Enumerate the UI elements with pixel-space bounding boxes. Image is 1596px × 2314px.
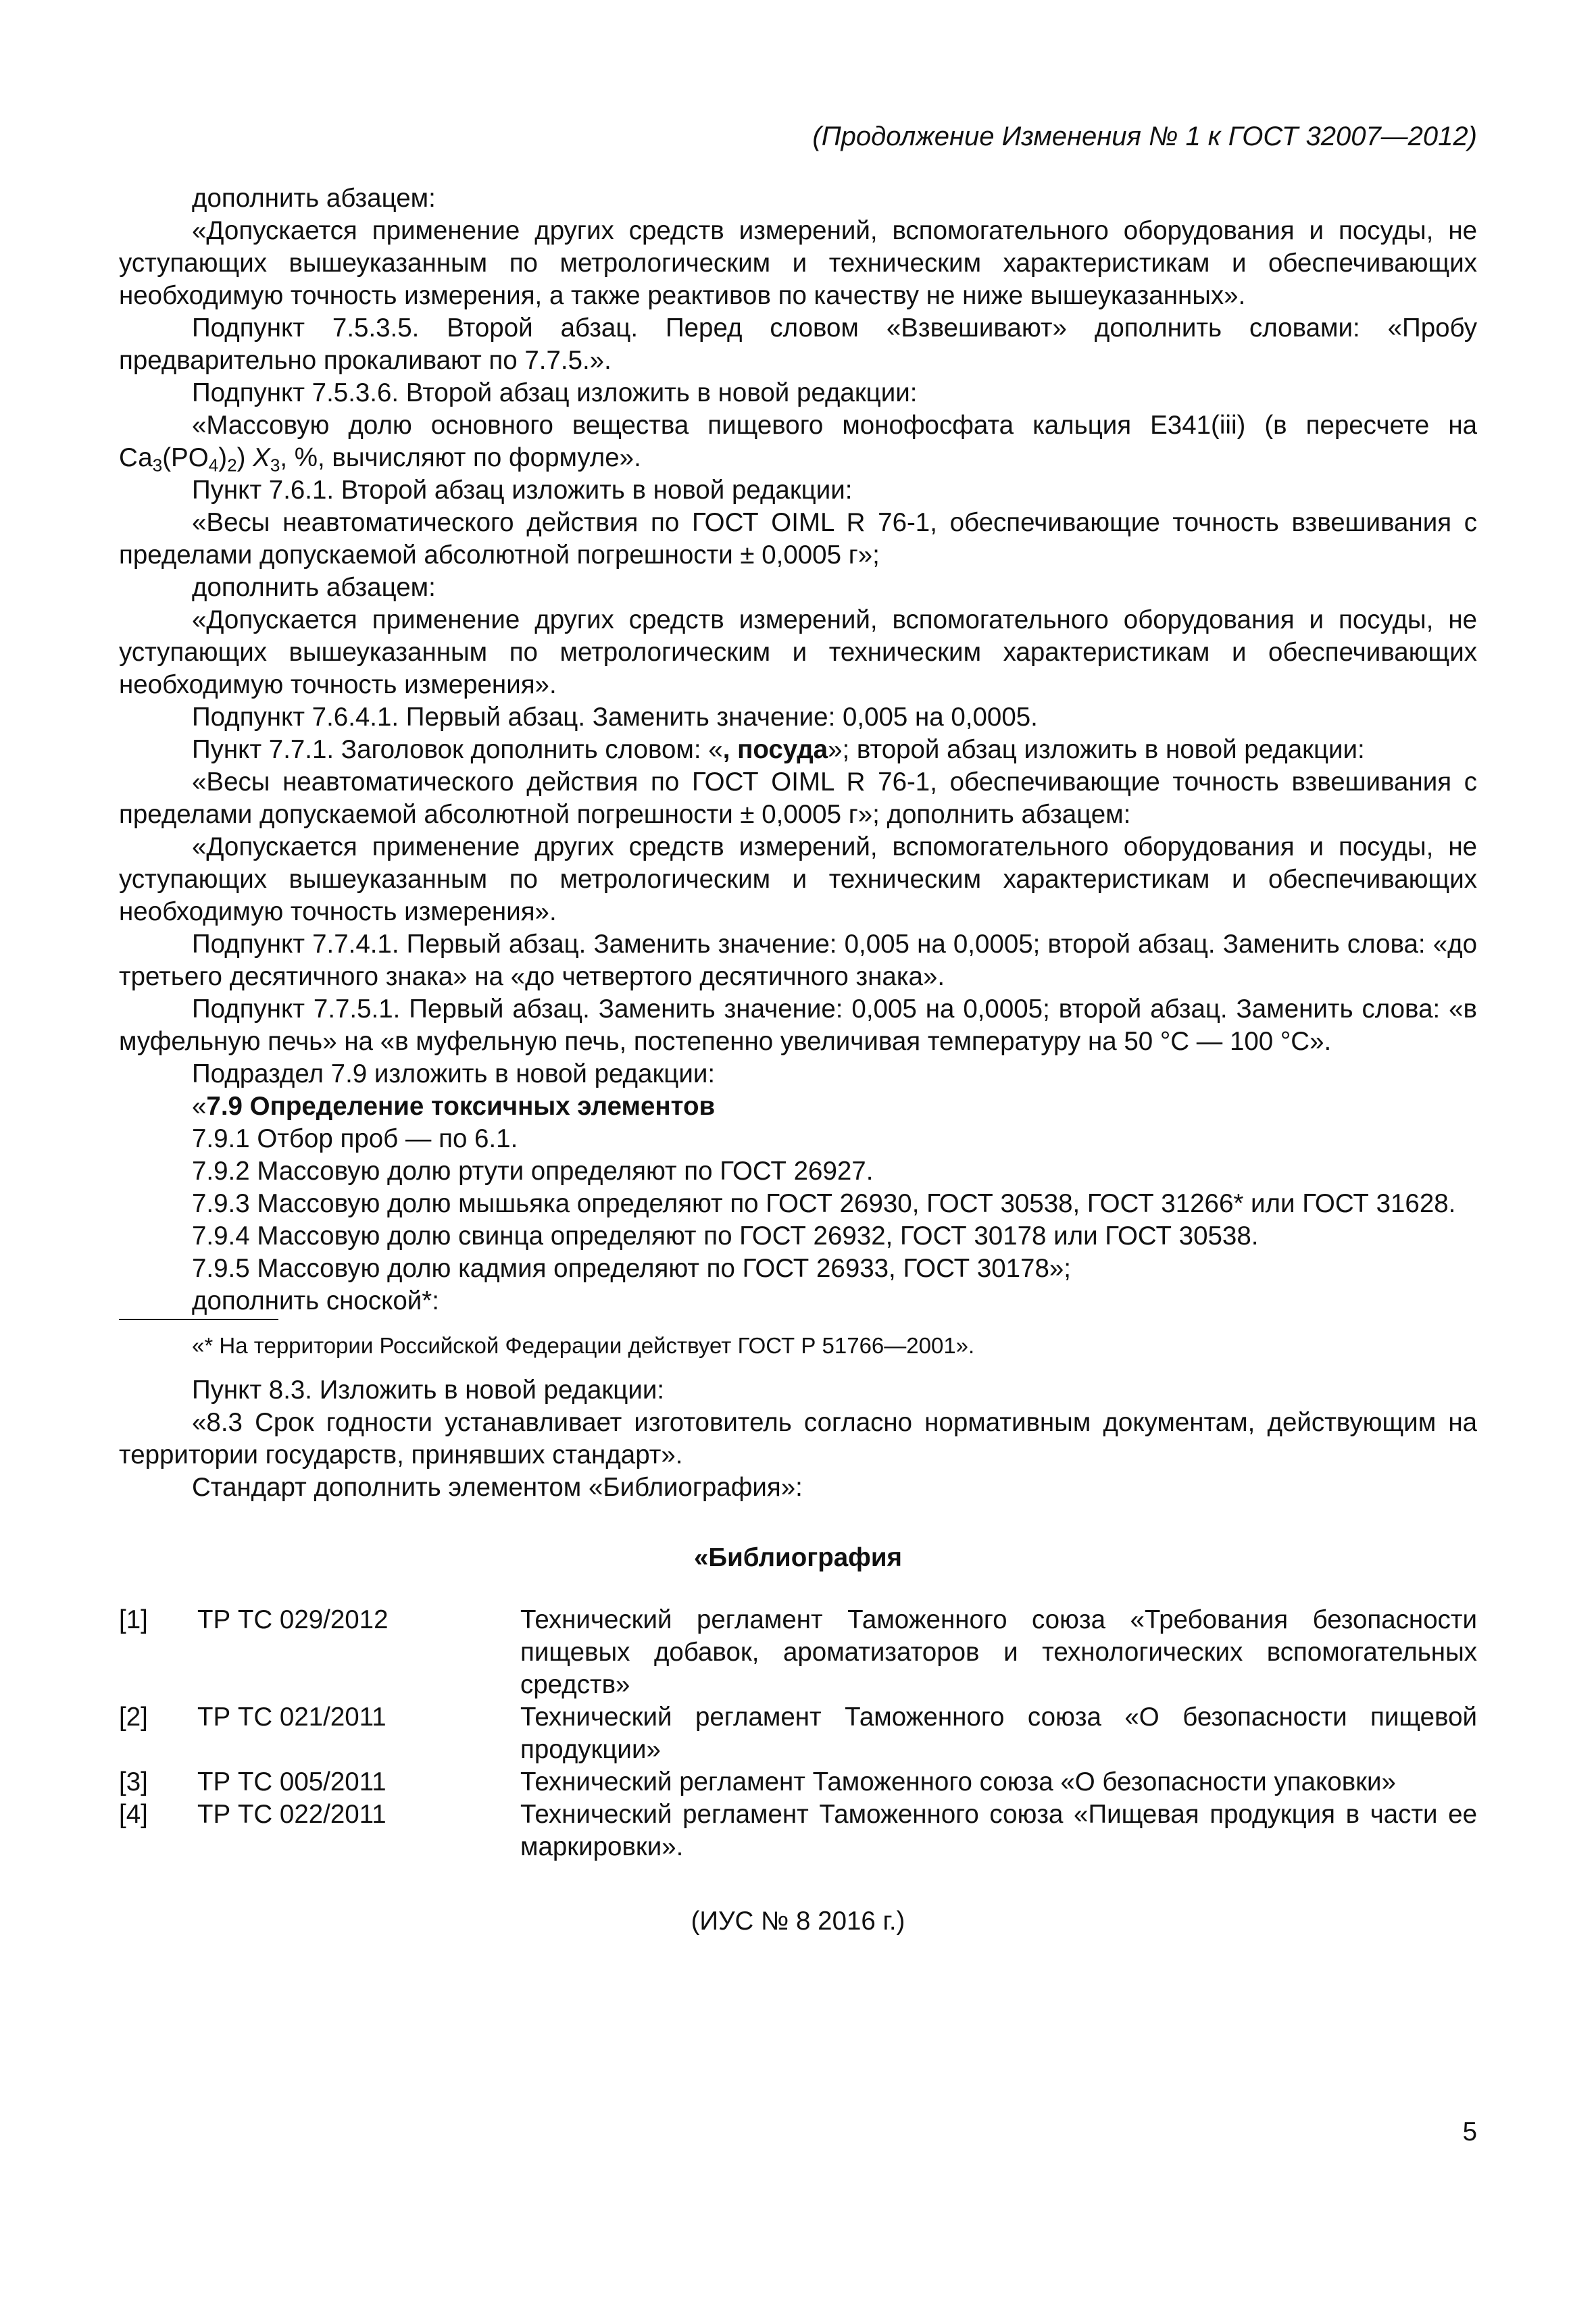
subscript: 4 (208, 455, 219, 476)
ius-reference: (ИУС № 8 2016 г.) (691, 1907, 905, 1936)
paragraph: Подпункт 7.7.4.1. Первый абзац. Заменить значение: 0,005 на 0,0005; второй абзац. Заменить слова: «до третьего десятичного знака» на «до четвертого десятичного знака». (119, 930, 1477, 991)
text-run: »; второй абзац изложить в новой редакции: (828, 735, 1365, 764)
bibliography-description: Технический регламент Таможенного союза «О безопасности упаковки» (520, 1767, 1396, 1796)
paragraph: 7.9.3 Массовую долю мышьяка определяют по ГОСТ 26930, ГОСТ 30538, ГОСТ 31266* или ГОСТ 31628. (192, 1189, 1456, 1218)
bibliography-item (119, 1701, 1477, 1766)
paragraph: 7.9.1 Отбор проб — по 6.1. (192, 1124, 518, 1153)
paragraph: Пункт 8.3. Изложить в новой редакции: (192, 1376, 665, 1405)
paragraph: Подпункт 7.7.5.1. Первый абзац. Заменить значение: 0,005 на 0,0005; второй абзац. Заменить слова: «в муфельную печь» на «в муфельную печь, постепенно увеличивая температуру на 50 °С — 100 °С». (119, 995, 1477, 1056)
bold-text: , посуда (722, 735, 828, 764)
bibliography-code: ТР ТС 022/2011 (197, 1800, 386, 1829)
paragraph: Стандарт дополнить элементом «Библиография»: (192, 1473, 803, 1502)
bibliography-description: Технический регламент Таможенного союза «Требования безопасности пищевых добавок, ароматизаторов и технологических вспомогательных средств» (520, 1605, 1477, 1699)
bibliography-item (119, 1766, 1477, 1799)
bibliography-number: [3] (119, 1767, 148, 1796)
bibliography-code: ТР ТС 021/2011 (197, 1703, 386, 1732)
text-run: ) (218, 443, 228, 472)
paragraph: «Допускается применение других средств измерений, вспомогательного оборудования и посуды, не уступающих вышеуказанным по метрологическим и техническим характеристикам и обеспечивающих необходимую точность измерения». (119, 605, 1477, 699)
paragraph: «Допускается применение других средств измерений, вспомогательного оборудования и посуды, не уступающих вышеуказанным по метрологическим и техническим характеристикам и обеспечивающих необходимую точность измерения, а также реактивов по качеству не ниже вышеуказанных». (119, 216, 1477, 310)
paragraph-formula-text (119, 409, 1477, 474)
bibliography-code: ТР ТС 029/2012 (197, 1605, 389, 1634)
paragraph: «Весы неавтоматического действия по ГОСТ OIML R 76-1, обеспечивающие точность взвешивания с пределами допускаемой абсолютной погрешности ± 0,0005 г»; (119, 508, 1477, 570)
paragraph: «8.3 Срок годности устанавливает изготовитель согласно нормативным документам, действующим на территории государств, принявших стандарт». (119, 1408, 1477, 1469)
text-run: (PO (162, 443, 209, 472)
paragraph: Подраздел 7.9 изложить в новой редакции: (192, 1059, 716, 1088)
running-header: (Продолжение Изменения № 1 к ГОСТ 32007—2012) (812, 122, 1477, 151)
footnote-divider (119, 1319, 278, 1320)
paragraph: Подпункт 7.6.4.1. Первый абзац. Заменить значение: 0,005 на 0,0005. (192, 703, 1038, 732)
text-run: « (192, 1092, 207, 1121)
paragraph: 7.9.5 Массовую долю кадмия определяют по ГОСТ 26933, ГОСТ 30178»; (192, 1254, 1071, 1283)
bold-heading: 7.9 Определение токсичных элементов (206, 1092, 716, 1121)
footnote: «* На территории Российской Федерации действует ГОСТ Р 51766—2001». (192, 1333, 975, 1358)
bibliography-description: Технический регламент Таможенного союза «Пищевая продукция в части ее маркировки». (520, 1800, 1477, 1861)
formula-variable: X (253, 443, 270, 472)
paragraph: дополнить сноской*: (192, 1286, 439, 1315)
bibliography-code: ТР ТС 005/2011 (197, 1767, 386, 1796)
paragraph (119, 734, 1477, 766)
subscript: 3 (270, 455, 280, 476)
document-body (119, 182, 1477, 1938)
text-run: Пункт 7.7.1. Заголовок дополнить словом: « (192, 735, 723, 764)
paragraph: дополнить абзацем: (192, 184, 436, 213)
bibliography-number: [2] (119, 1703, 148, 1732)
bibliography-number: [4] (119, 1800, 148, 1829)
subscript: 2 (227, 455, 237, 476)
bibliography-number: [1] (119, 1605, 148, 1634)
paragraph: «Весы неавтоматического действия по ГОСТ OIML R 76-1, обеспечивающие точность взвешивания с пределами допускаемой абсолютной погрешности ± 0,0005 г»; дополнить абзацем: (119, 768, 1477, 829)
section-heading (119, 1090, 1477, 1123)
paragraph: дополнить абзацем: (192, 573, 436, 602)
subscript: 3 (152, 455, 163, 476)
page-number: 5 (1462, 2117, 1477, 2146)
paragraph: Пункт 7.6.1. Второй абзац изложить в новой редакции: (192, 476, 853, 505)
bibliography-item (119, 1799, 1477, 1863)
paragraph: Подпункт 7.5.3.5. Второй абзац. Перед словом «Взвешивают» дополнить словами: «Пробу предварительно прокаливают по 7.7.5.». (119, 313, 1477, 375)
paragraph: 7.9.4 Массовую долю свинца определяют по ГОСТ 26932, ГОСТ 30178 или ГОСТ 30538. (192, 1222, 1259, 1251)
text-run: , %, вычисляют по формуле». (280, 443, 641, 472)
paragraph: «Допускается применение других средств измерений, вспомогательного оборудования и посуды, не уступающих вышеуказанным по метрологическим и техническим характеристикам и обеспечивающих необходимую точность измерения». (119, 832, 1477, 926)
text-run: «Массовую долю основного вещества пищевого монофосфата кальция Е341(iii) (в пересчете на Са (119, 411, 1477, 472)
bibliography-item (119, 1604, 1477, 1701)
bibliography-description: Технический регламент Таможенного союза «О безопасности пищевой продукции» (520, 1703, 1477, 1764)
text-run: ) (236, 443, 253, 472)
paragraph: 7.9.2 Массовую долю ртути определяют по ГОСТ 26927. (192, 1157, 874, 1186)
paragraph: Подпункт 7.5.3.6. Второй абзац изложить в новой редакции: (192, 378, 918, 407)
bibliography-title: «Библиография (694, 1543, 902, 1572)
